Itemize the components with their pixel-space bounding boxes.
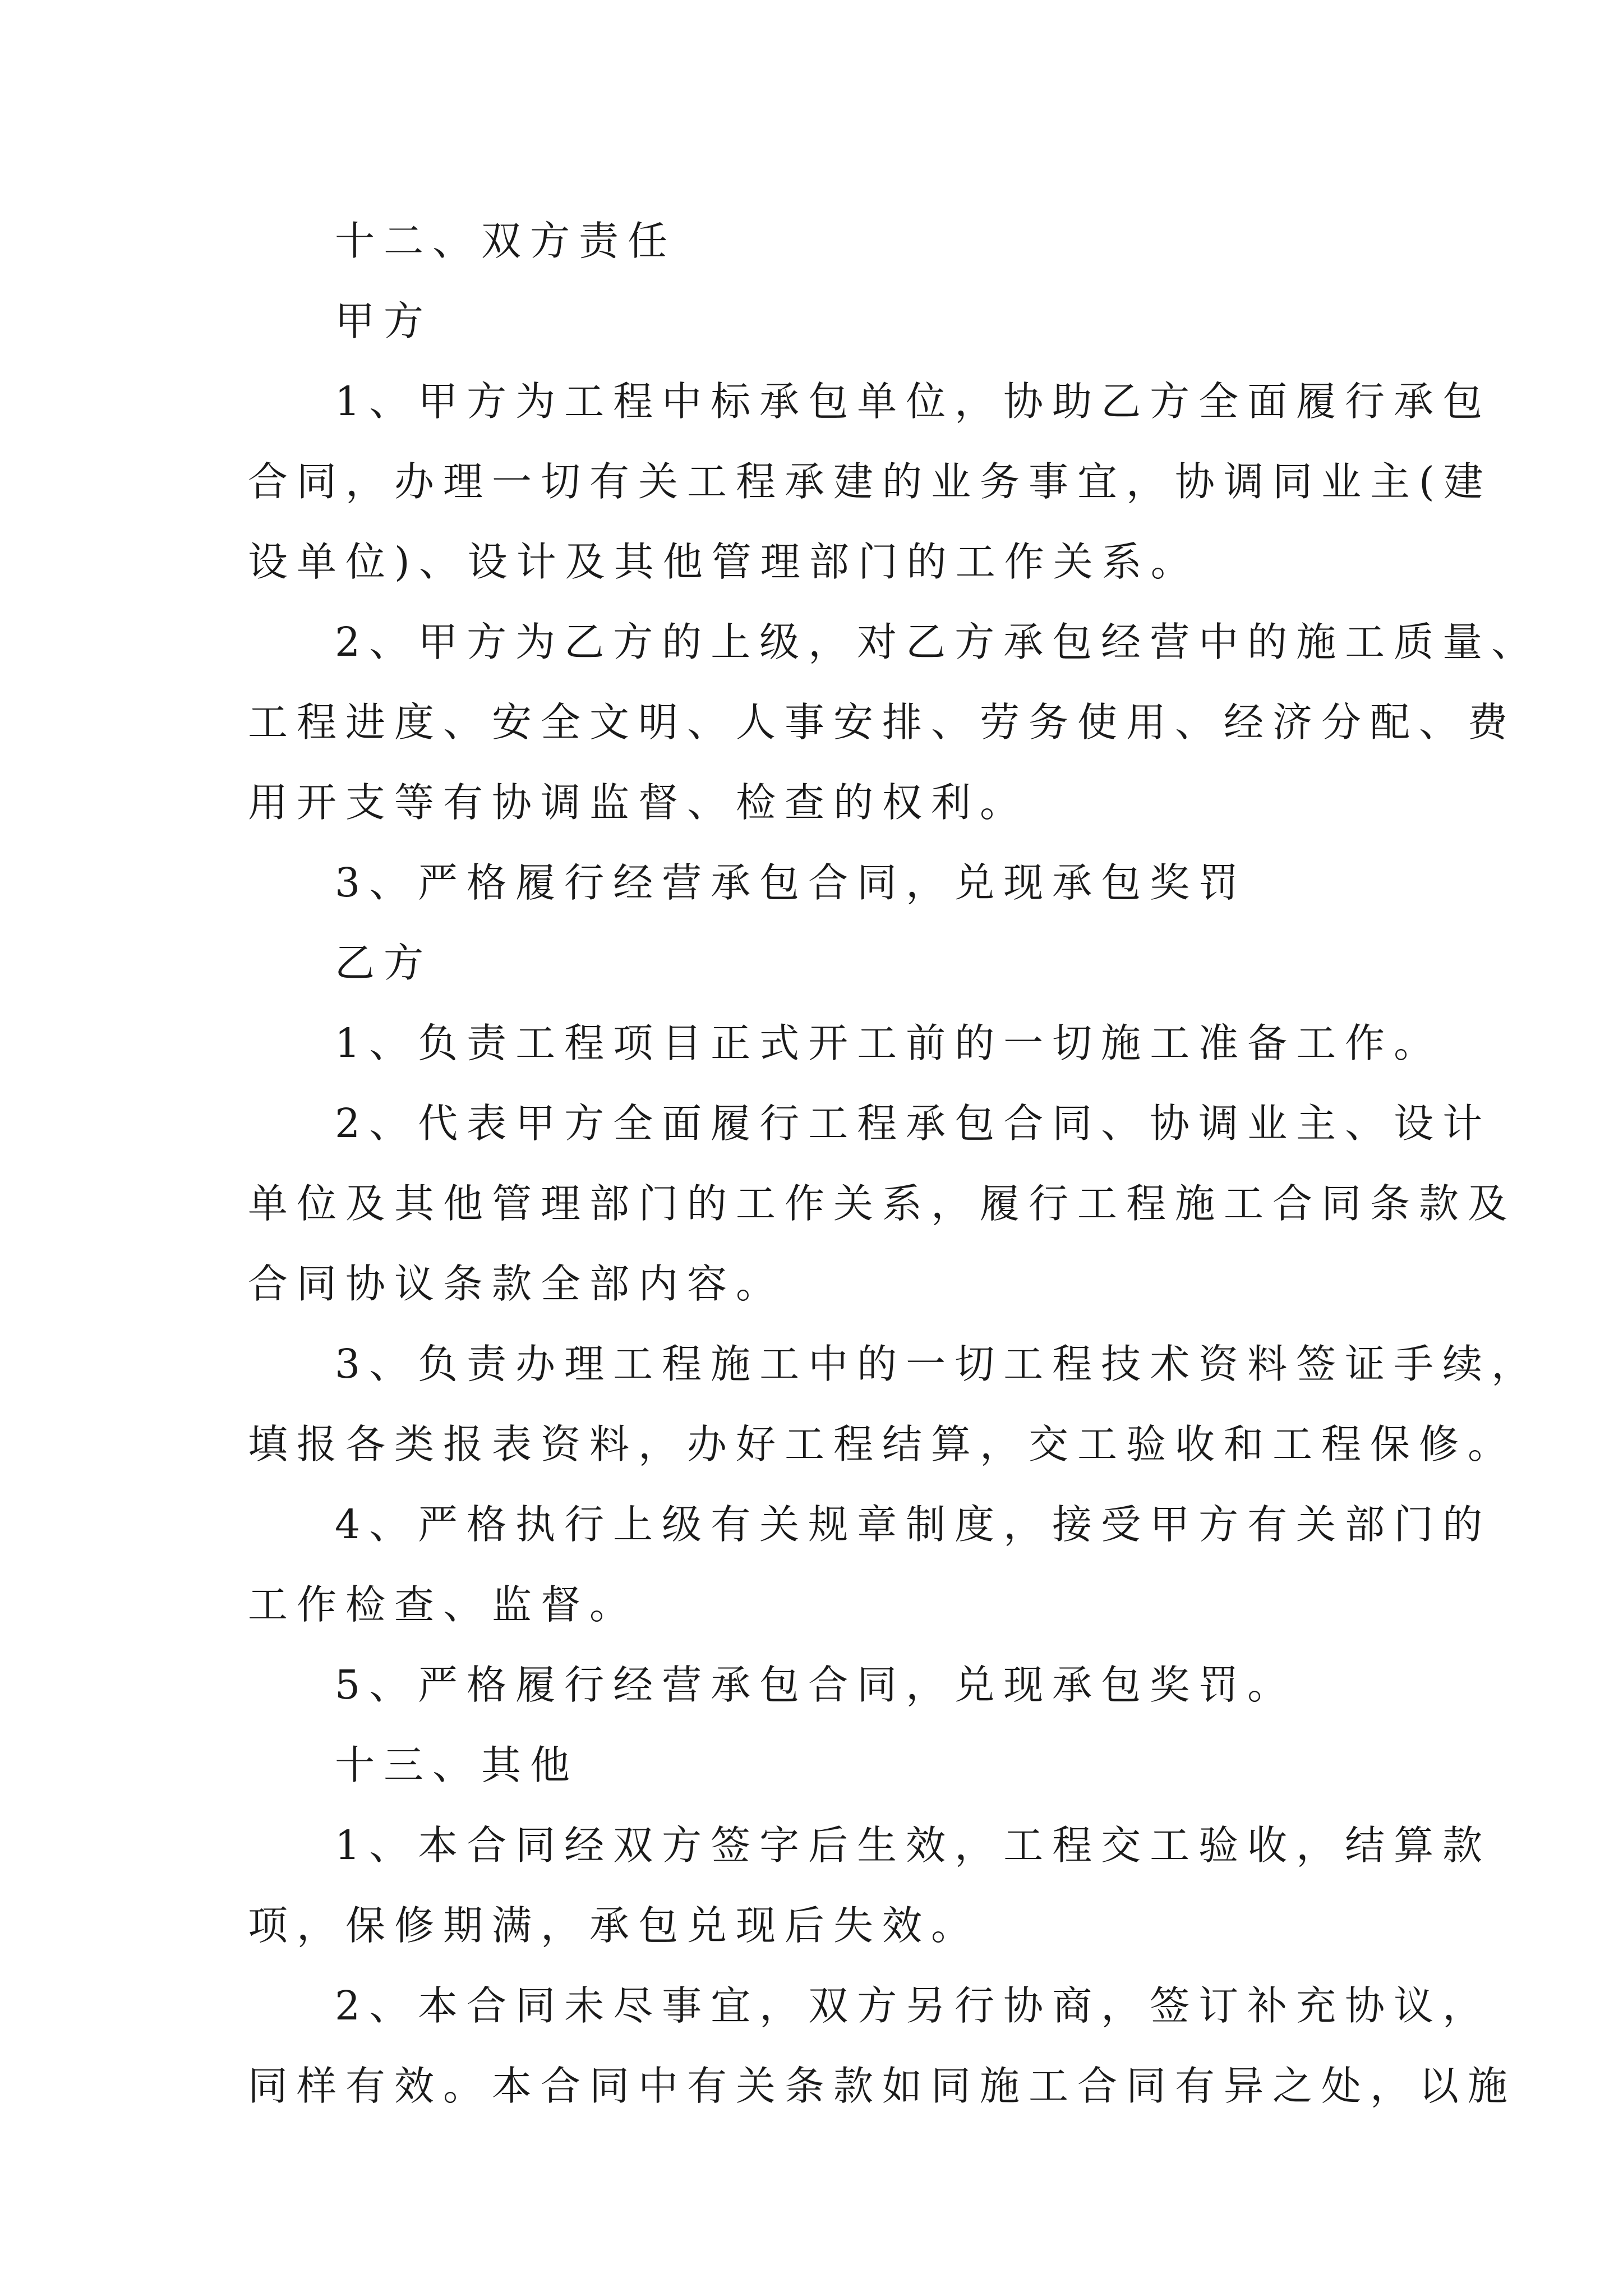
text-line: 2、代表甲方全面履行工程承包合同、协调业主、设计: [335, 1100, 1492, 1147]
text-line: 1、负责工程项目正式开工前的一切施工准备工作。: [335, 1020, 1443, 1066]
text-line: 项，保修期满，承包兑现后失效。: [248, 1902, 980, 1949]
text-line: 合同协议条款全部内容。: [248, 1260, 785, 1307]
text-line: 合同，办理一切有关工程承建的业务事宜，协调同业主(建: [248, 458, 1492, 505]
text-line: 单位及其他管理部门的工作关系，履行工程施工合同条款及: [248, 1180, 1517, 1227]
text-line: 填报各类报表资料，办好工程结算，交工验收和工程保修。: [248, 1421, 1517, 1467]
text-line: 3、负责办理工程施工中的一切工程技术资料签证手续，: [335, 1341, 1541, 1387]
section-heading-13: 十三、其他: [335, 1742, 579, 1788]
section-heading-12: 十二、双方责任: [335, 218, 677, 264]
text-line: 同样有效。本合同中有关条款如同施工合同有异之处，以施: [248, 2063, 1517, 2109]
text-line: 工作检查、监督。: [248, 1581, 639, 1628]
text-line: 2、甲方为乙方的上级，对乙方承包经营中的施工质量、: [335, 619, 1541, 665]
text-line: 2、本合同未尽事宜，双方另行协商，签订补充协议，: [335, 1982, 1492, 2029]
text-line: 4、严格执行上级有关规章制度，接受甲方有关部门的: [335, 1501, 1492, 1548]
text-line: 1、本合同经双方签字后生效，工程交工验收，结算款: [335, 1822, 1492, 1869]
text-line: 用开支等有协调监督、检查的权利。: [248, 779, 1029, 826]
text-line: 5、严格履行经营承包合同，兑现承包奖罚。: [335, 1662, 1297, 1708]
party-a-heading: 甲方: [335, 298, 433, 344]
text-line: 工程进度、安全文明、人事安排、劳务使用、经济分配、费: [248, 699, 1517, 746]
text-line: 1、甲方为工程中标承包单位，协助乙方全面履行承包: [335, 378, 1492, 425]
text-line: 设单位)、设计及其他管理部门的工作关系。: [248, 539, 1200, 585]
text-line: 3、严格履行经营承包合同，兑现承包奖罚: [335, 859, 1248, 906]
party-b-heading: 乙方: [335, 940, 433, 986]
